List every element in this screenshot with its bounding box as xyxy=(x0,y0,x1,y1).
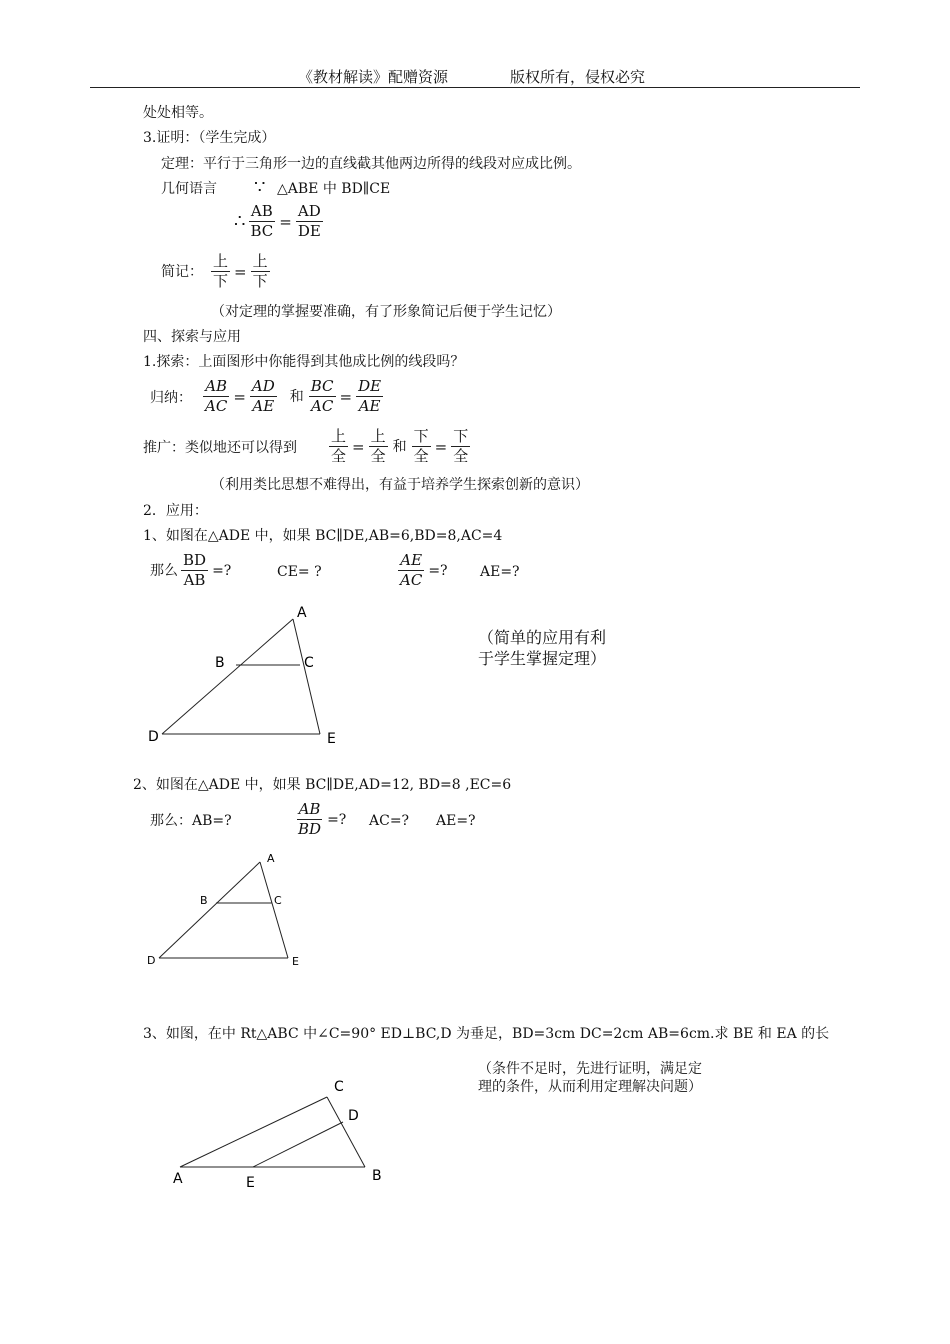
label-E: E xyxy=(327,731,336,747)
guina-equations: $\frac{AB}{AC}$ = $\frac{AD}{AE}$ 和 $\frac{BC}{AC}$ = $\frac{DE}{AE}$ xyxy=(205,377,382,415)
label-D: D xyxy=(147,954,156,967)
segment-AD xyxy=(159,862,260,958)
fraction: $\frac{BD}{AB}$ xyxy=(183,551,207,589)
label-C: C xyxy=(304,655,314,671)
label-D: D xyxy=(348,1108,359,1124)
label-C: C xyxy=(274,894,282,907)
note-3-line-1: （简单的应用有利 xyxy=(478,628,607,647)
segment-ED xyxy=(253,1122,343,1167)
problem-3: 3、如图，在中 Rt△ABC 中∠C=90° ED⊥BC,D 为垂足，BD=3cm DC=2cm AB=6cm.求 BE 和 EA 的长 xyxy=(143,1026,830,1042)
fraction: $\frac{\text{下}}{\text{全}}$ xyxy=(413,427,429,465)
fraction: $\frac{AB}{BC}$ xyxy=(250,202,274,240)
fraction: $\frac{AD}{DE}$ xyxy=(297,202,321,240)
jianji-equation: $\frac{\text{上}}{\text{下}}$ = $\frac{\text{上}}{\text{下}}$ xyxy=(213,252,268,290)
fraction: $\frac{\text{上}}{\text{下}}$ xyxy=(213,252,229,290)
apply-title: 2．应用： xyxy=(143,503,208,519)
header-right: 版权所有，侵权必究 xyxy=(510,68,646,86)
fraction: $\frac{DE}{AE}$ xyxy=(358,377,382,415)
note-3-line-2: 于学生掌握定理） xyxy=(478,649,607,668)
label-D: D xyxy=(148,729,159,745)
segment-AC xyxy=(180,1097,327,1167)
therefore-symbol: ∴ xyxy=(234,211,246,232)
problem-2-question: $\frac{AB}{BD}$ =? xyxy=(298,800,347,838)
fraction: $\frac{AE}{AC}$ xyxy=(400,551,423,589)
note-1: （对定理的掌握要准确，有了形象简记后便于学生记忆） xyxy=(211,304,561,320)
problem-2: 2、如图在△ADE 中，如果 BC∥DE,AD=12, BD=8 ,EC=6 xyxy=(133,777,512,793)
label-E: E xyxy=(246,1175,255,1191)
fraction: $\frac{\text{上}}{\text{下}}$ xyxy=(252,252,268,290)
segment-AE xyxy=(260,862,288,958)
guina-label: 归纳： xyxy=(150,390,192,406)
fraction: $\frac{AD}{AE}$ xyxy=(251,377,275,415)
label-B: B xyxy=(215,655,225,671)
problem-1-ae: AE=? xyxy=(480,564,520,580)
line-2: 3.证明：（学生完成） xyxy=(143,130,276,146)
theorem: 定理：平行于三角形一边的直线截其他两边所得的线段对应成比例。 xyxy=(161,156,581,172)
label-B: B xyxy=(200,894,208,907)
because-symbol: ∵ xyxy=(254,177,266,198)
geo-equation: ∴ $\frac{AB}{BC}$ = $\frac{AD}{DE}$ xyxy=(234,202,321,240)
note-2: （利用类比思想不难得出，有益于培养学生探索创新的意识） xyxy=(211,477,589,493)
fraction: $\frac{AB}{BD}$ xyxy=(298,800,322,838)
label-B: B xyxy=(372,1168,382,1184)
note-4-line-2: 理的条件，从而利用定理解决问题） xyxy=(478,1079,702,1095)
fraction: $\frac{BC}{AC}$ xyxy=(310,377,334,415)
fraction: $\frac{AB}{AC}$ xyxy=(205,377,228,415)
segment-AD xyxy=(162,619,293,734)
geo-language-label: 几何语言 xyxy=(161,181,217,197)
explore-question: 1.探索：上面图形中你能得到其他成比例的线段吗？ xyxy=(143,354,465,370)
fraction: $\frac{\text{上}}{\text{全}}$ xyxy=(370,427,386,465)
tuiguang-label: 推广：类似地还可以得到 xyxy=(143,440,297,456)
problem-1-question-a: 那么 $\frac{BD}{AB}$ =? xyxy=(150,551,232,589)
figure-3-triangle xyxy=(160,1070,400,1195)
header-rule xyxy=(90,87,860,88)
fraction: $\frac{\text{下}}{\text{全}}$ xyxy=(453,427,469,465)
tuiguang-equations: $\frac{\text{上}}{\text{全}}$ = $\frac{\text{上}}{\text{全}}$ 和 $\frac{\text{下}}{\text{全}}$ = $\frac{\text{下}}{\text{全}}$ xyxy=(331,427,469,465)
label-A: A xyxy=(267,852,275,865)
problem-2-ab: 那么：AB=? xyxy=(150,813,232,829)
problem-1-question-b: $\frac{AE}{AC}$ =? xyxy=(400,551,448,589)
problem-2-ac: AC=? xyxy=(369,813,410,829)
line-1: 处处相等。 xyxy=(143,105,213,121)
problem-2-ae: AE=? xyxy=(436,813,476,829)
note-4-line-1: （条件不足时，先进行证明，满足定 xyxy=(478,1061,702,1077)
section-4-title: 四、探索与应用 xyxy=(143,329,241,345)
label-C: C xyxy=(334,1079,344,1095)
fraction: $\frac{\text{上}}{\text{全}}$ xyxy=(331,427,347,465)
segment-AE xyxy=(293,619,320,734)
figure-1-triangle xyxy=(140,598,360,748)
label-A: A xyxy=(297,605,307,621)
jianji-label: 简记： xyxy=(161,264,203,280)
header-left: 《教材解读》配赠资源 xyxy=(298,68,449,86)
problem-1-ce: CE= ? xyxy=(277,564,322,580)
figure-2-triangle xyxy=(140,848,320,973)
segment-CB xyxy=(327,1097,365,1167)
label-E: E xyxy=(292,955,299,968)
problem-1: 1、如图在△ADE 中，如果 BC∥DE,AB=6,BD=8,AC=4 xyxy=(143,528,503,544)
label-A: A xyxy=(173,1171,183,1187)
geo-condition: △ABE 中 BD∥CE xyxy=(277,181,391,197)
